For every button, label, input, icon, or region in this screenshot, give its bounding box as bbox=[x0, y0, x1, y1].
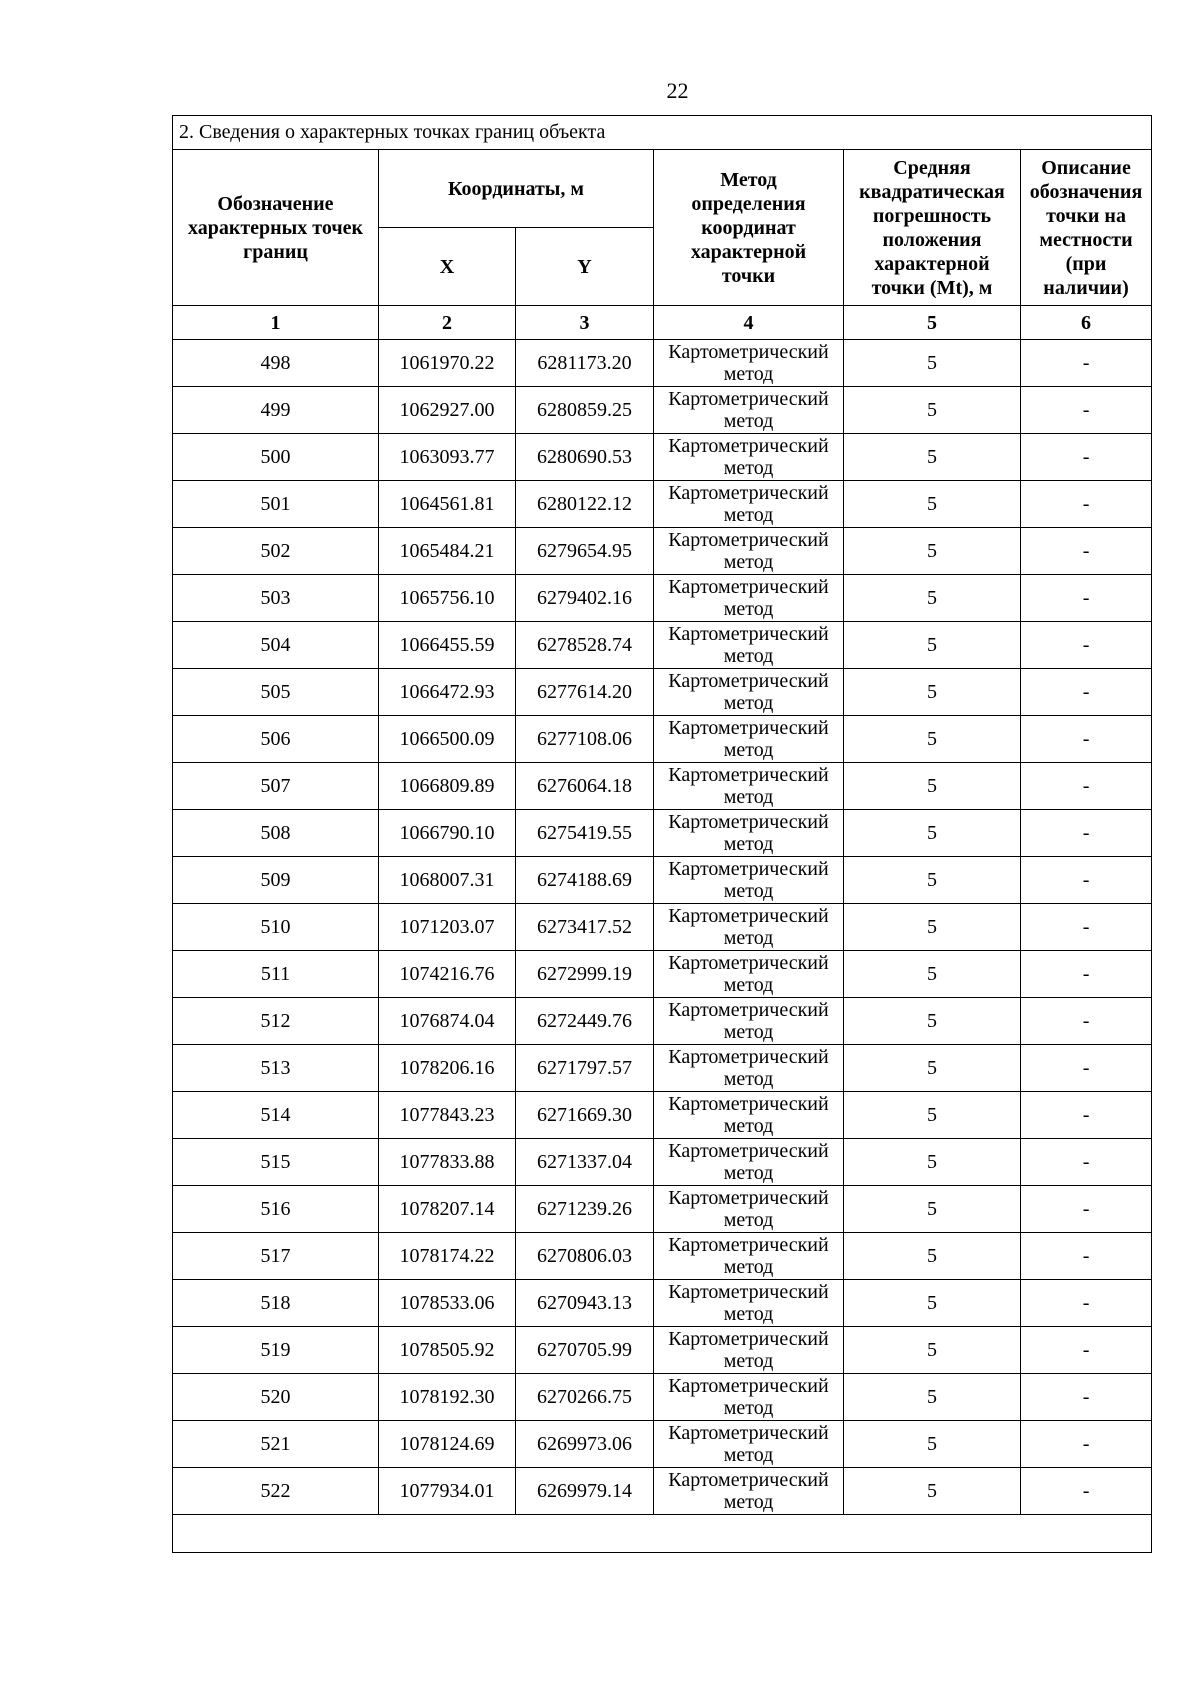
coordinate-y: 6281173.20 bbox=[516, 340, 654, 387]
mean-square-error: 5 bbox=[844, 951, 1021, 998]
method-line: метод bbox=[723, 1350, 774, 1372]
point-id: 508 bbox=[173, 810, 379, 857]
point-description: - bbox=[1021, 340, 1152, 387]
empty-row bbox=[173, 1515, 1152, 1553]
method-line: Картометрический bbox=[668, 341, 829, 363]
method-line: Картометрический bbox=[668, 1469, 829, 1491]
table-row bbox=[173, 340, 1152, 387]
point-description: - bbox=[1021, 669, 1152, 716]
method-line: Картометрический bbox=[668, 1422, 829, 1444]
empty-cell bbox=[173, 1515, 1152, 1553]
point-id: 515 bbox=[173, 1139, 379, 1186]
method-text bbox=[654, 1468, 843, 1514]
method-line: метод bbox=[723, 1209, 774, 1231]
method-line: метод bbox=[723, 1397, 774, 1419]
table-row bbox=[173, 1421, 1152, 1468]
method-line: Картометрический bbox=[668, 529, 829, 551]
method-cell bbox=[654, 1421, 844, 1468]
column-number: 5 bbox=[844, 306, 1021, 340]
coordinate-y: 6280690.53 bbox=[516, 434, 654, 481]
method-cell bbox=[654, 1468, 844, 1515]
coordinate-x: 1076874.04 bbox=[379, 998, 516, 1045]
method-line: метод bbox=[723, 739, 774, 761]
mean-square-error: 5 bbox=[844, 575, 1021, 622]
column-number: 2 bbox=[379, 306, 516, 340]
method-text bbox=[654, 622, 843, 668]
method-line: метод bbox=[723, 1068, 774, 1090]
method-cell bbox=[654, 1092, 844, 1139]
method-line: Картометрический bbox=[668, 1281, 829, 1303]
coordinate-y: 6270705.99 bbox=[516, 1327, 654, 1374]
method-text bbox=[654, 1327, 843, 1373]
mean-square-error: 5 bbox=[844, 716, 1021, 763]
method-line: метод bbox=[723, 1162, 774, 1184]
coordinate-y: 6276064.18 bbox=[516, 763, 654, 810]
mean-square-error: 5 bbox=[844, 1233, 1021, 1280]
mean-square-error: 5 bbox=[844, 1468, 1021, 1515]
method-text bbox=[654, 1092, 843, 1138]
point-id: 498 bbox=[173, 340, 379, 387]
coordinate-x: 1078533.06 bbox=[379, 1280, 516, 1327]
method-cell bbox=[654, 622, 844, 669]
method-text bbox=[654, 1233, 843, 1279]
table-row bbox=[173, 1045, 1152, 1092]
method-text bbox=[654, 1421, 843, 1467]
coordinate-x: 1078207.14 bbox=[379, 1186, 516, 1233]
point-id: 503 bbox=[173, 575, 379, 622]
point-description: - bbox=[1021, 904, 1152, 951]
point-id: 512 bbox=[173, 998, 379, 1045]
point-id: 506 bbox=[173, 716, 379, 763]
method-line: Картометрический bbox=[668, 435, 829, 457]
mean-square-error: 5 bbox=[844, 1045, 1021, 1092]
coordinate-x: 1078174.22 bbox=[379, 1233, 516, 1280]
coordinate-y: 6271337.04 bbox=[516, 1139, 654, 1186]
point-description: - bbox=[1021, 387, 1152, 434]
method-cell bbox=[654, 387, 844, 434]
table-row bbox=[173, 716, 1152, 763]
point-id: 522 bbox=[173, 1468, 379, 1515]
coordinate-x: 1063093.77 bbox=[379, 434, 516, 481]
coordinate-x: 1078206.16 bbox=[379, 1045, 516, 1092]
point-id: 521 bbox=[173, 1421, 379, 1468]
coordinate-y: 6272999.19 bbox=[516, 951, 654, 998]
coordinate-y: 6273417.52 bbox=[516, 904, 654, 951]
table-row bbox=[173, 904, 1152, 951]
coordinate-x: 1078192.30 bbox=[379, 1374, 516, 1421]
method-line: метод bbox=[723, 833, 774, 855]
method-line: метод bbox=[723, 1021, 774, 1043]
method-line: Картометрический bbox=[668, 1328, 829, 1350]
method-cell bbox=[654, 1374, 844, 1421]
method-line: метод bbox=[723, 974, 774, 996]
point-description: - bbox=[1021, 528, 1152, 575]
point-id: 502 bbox=[173, 528, 379, 575]
mean-square-error: 5 bbox=[844, 904, 1021, 951]
header-error: Средняя квадратическая погрешность положения характерной точки (Mt), м bbox=[844, 150, 1021, 306]
method-cell bbox=[654, 1233, 844, 1280]
table-row bbox=[173, 951, 1152, 998]
method-text bbox=[654, 951, 843, 997]
mean-square-error: 5 bbox=[844, 810, 1021, 857]
method-line: Картометрический bbox=[668, 482, 829, 504]
table-row bbox=[173, 1327, 1152, 1374]
method-cell bbox=[654, 481, 844, 528]
coordinate-y: 6271797.57 bbox=[516, 1045, 654, 1092]
mean-square-error: 5 bbox=[844, 481, 1021, 528]
method-line: Картометрический bbox=[668, 1375, 829, 1397]
method-text bbox=[654, 1139, 843, 1185]
section-title-row bbox=[173, 116, 1152, 150]
coordinate-x: 1066500.09 bbox=[379, 716, 516, 763]
coordinate-x: 1068007.31 bbox=[379, 857, 516, 904]
coordinate-x: 1062927.00 bbox=[379, 387, 516, 434]
method-text bbox=[654, 857, 843, 903]
coordinate-x: 1078124.69 bbox=[379, 1421, 516, 1468]
point-description: - bbox=[1021, 998, 1152, 1045]
method-cell bbox=[654, 340, 844, 387]
coordinate-y: 6271239.26 bbox=[516, 1186, 654, 1233]
method-text bbox=[654, 904, 843, 950]
point-description: - bbox=[1021, 1327, 1152, 1374]
table-row bbox=[173, 1139, 1152, 1186]
mean-square-error: 5 bbox=[844, 1421, 1021, 1468]
coordinate-x: 1078505.92 bbox=[379, 1327, 516, 1374]
coordinate-y: 6274188.69 bbox=[516, 857, 654, 904]
method-line: Картометрический bbox=[668, 670, 829, 692]
table-row bbox=[173, 1092, 1152, 1139]
mean-square-error: 5 bbox=[844, 434, 1021, 481]
method-line: Картометрический bbox=[668, 905, 829, 927]
method-text bbox=[654, 1186, 843, 1232]
point-id: 501 bbox=[173, 481, 379, 528]
coordinate-x: 1064561.81 bbox=[379, 481, 516, 528]
method-text bbox=[654, 1045, 843, 1091]
header-y: Y bbox=[516, 228, 654, 306]
point-id: 499 bbox=[173, 387, 379, 434]
point-description: - bbox=[1021, 1468, 1152, 1515]
method-cell bbox=[654, 528, 844, 575]
point-description: - bbox=[1021, 716, 1152, 763]
point-id: 518 bbox=[173, 1280, 379, 1327]
header-row bbox=[173, 150, 1152, 228]
method-text bbox=[654, 810, 843, 856]
point-description: - bbox=[1021, 1233, 1152, 1280]
coordinate-y: 6270266.75 bbox=[516, 1374, 654, 1421]
coordinate-x: 1065484.21 bbox=[379, 528, 516, 575]
method-text bbox=[654, 481, 843, 527]
header-x: X bbox=[379, 228, 516, 306]
mean-square-error: 5 bbox=[844, 998, 1021, 1045]
method-line: Картометрический bbox=[668, 764, 829, 786]
method-line: метод bbox=[723, 692, 774, 714]
coordinate-x: 1061970.22 bbox=[379, 340, 516, 387]
point-id: 514 bbox=[173, 1092, 379, 1139]
table-row bbox=[173, 528, 1152, 575]
table-row bbox=[173, 669, 1152, 716]
method-cell bbox=[654, 904, 844, 951]
coordinate-x: 1077833.88 bbox=[379, 1139, 516, 1186]
method-line: метод bbox=[723, 1303, 774, 1325]
point-description: - bbox=[1021, 1186, 1152, 1233]
method-cell bbox=[654, 434, 844, 481]
method-line: метод bbox=[723, 504, 774, 526]
method-text bbox=[654, 998, 843, 1044]
table-row bbox=[173, 481, 1152, 528]
method-text bbox=[654, 575, 843, 621]
table-row bbox=[173, 1280, 1152, 1327]
coordinate-x: 1066790.10 bbox=[379, 810, 516, 857]
coordinate-x: 1071203.07 bbox=[379, 904, 516, 951]
section-title: 2. Сведения о характерных точках границ объекта bbox=[173, 116, 1152, 150]
coordinate-x: 1066455.59 bbox=[379, 622, 516, 669]
method-line: метод bbox=[723, 880, 774, 902]
point-id: 510 bbox=[173, 904, 379, 951]
method-text bbox=[654, 1374, 843, 1420]
mean-square-error: 5 bbox=[844, 1139, 1021, 1186]
method-cell bbox=[654, 857, 844, 904]
coordinate-y: 6278528.74 bbox=[516, 622, 654, 669]
point-description: - bbox=[1021, 1374, 1152, 1421]
method-line: метод bbox=[723, 786, 774, 808]
header-designation: Обозначение характерных точек границ bbox=[173, 150, 379, 306]
mean-square-error: 5 bbox=[844, 1374, 1021, 1421]
method-line: Картометрический bbox=[668, 999, 829, 1021]
coordinate-x: 1074216.76 bbox=[379, 951, 516, 998]
table-row bbox=[173, 622, 1152, 669]
table-row bbox=[173, 1233, 1152, 1280]
method-line: Картометрический bbox=[668, 717, 829, 739]
method-line: Картометрический bbox=[668, 576, 829, 598]
point-id: 516 bbox=[173, 1186, 379, 1233]
method-line: метод bbox=[723, 551, 774, 573]
mean-square-error: 5 bbox=[844, 528, 1021, 575]
coordinate-x: 1066472.93 bbox=[379, 669, 516, 716]
mean-square-error: 5 bbox=[844, 1186, 1021, 1233]
method-text bbox=[654, 528, 843, 574]
header-method: Метод определения координат характерной точки bbox=[654, 150, 844, 306]
mean-square-error: 5 bbox=[844, 669, 1021, 716]
column-numbers-row bbox=[173, 306, 1152, 340]
point-id: 504 bbox=[173, 622, 379, 669]
method-line: метод bbox=[723, 598, 774, 620]
table-row bbox=[173, 434, 1152, 481]
page-number: 22 bbox=[666, 78, 689, 103]
point-id: 513 bbox=[173, 1045, 379, 1092]
table-row bbox=[173, 810, 1152, 857]
mean-square-error: 5 bbox=[844, 387, 1021, 434]
point-description: - bbox=[1021, 434, 1152, 481]
method-cell bbox=[654, 951, 844, 998]
point-description: - bbox=[1021, 575, 1152, 622]
table-row bbox=[173, 1186, 1152, 1233]
method-cell bbox=[654, 1139, 844, 1186]
method-cell bbox=[654, 669, 844, 716]
point-description: - bbox=[1021, 1092, 1152, 1139]
point-id: 500 bbox=[173, 434, 379, 481]
point-description: - bbox=[1021, 1280, 1152, 1327]
table-row bbox=[173, 575, 1152, 622]
table-row bbox=[173, 1374, 1152, 1421]
column-number: 1 bbox=[173, 306, 379, 340]
method-line: метод bbox=[723, 1444, 774, 1466]
point-id: 519 bbox=[173, 1327, 379, 1374]
point-id: 507 bbox=[173, 763, 379, 810]
method-line: Картометрический bbox=[668, 1187, 829, 1209]
method-cell bbox=[654, 998, 844, 1045]
point-description: - bbox=[1021, 1421, 1152, 1468]
method-text bbox=[654, 716, 843, 762]
mean-square-error: 5 bbox=[844, 857, 1021, 904]
coordinate-y: 6270943.13 bbox=[516, 1280, 654, 1327]
coordinate-y: 6280859.25 bbox=[516, 387, 654, 434]
method-text bbox=[654, 669, 843, 715]
coordinate-y: 6269979.14 bbox=[516, 1468, 654, 1515]
method-line: метод bbox=[723, 645, 774, 667]
method-line: Картометрический bbox=[668, 1140, 829, 1162]
method-cell bbox=[654, 716, 844, 763]
coordinate-x: 1077843.23 bbox=[379, 1092, 516, 1139]
method-line: Картометрический bbox=[668, 1093, 829, 1115]
coordinate-y: 6280122.12 bbox=[516, 481, 654, 528]
header-description: Описание обозначения точки на местности (при наличии) bbox=[1021, 150, 1152, 306]
point-description: - bbox=[1021, 857, 1152, 904]
coordinate-y: 6277614.20 bbox=[516, 669, 654, 716]
method-line: Картометрический bbox=[668, 1234, 829, 1256]
coordinate-y: 6270806.03 bbox=[516, 1233, 654, 1280]
method-text bbox=[654, 1280, 843, 1326]
method-cell bbox=[654, 1280, 844, 1327]
coordinate-y: 6279402.16 bbox=[516, 575, 654, 622]
method-line: Картометрический bbox=[668, 623, 829, 645]
coordinate-y: 6277108.06 bbox=[516, 716, 654, 763]
point-description: - bbox=[1021, 622, 1152, 669]
mean-square-error: 5 bbox=[844, 763, 1021, 810]
method-line: Картометрический bbox=[668, 952, 829, 974]
table-row bbox=[173, 998, 1152, 1045]
point-description: - bbox=[1021, 951, 1152, 998]
column-number: 3 bbox=[516, 306, 654, 340]
method-cell bbox=[654, 1045, 844, 1092]
method-cell bbox=[654, 1327, 844, 1374]
method-line: метод bbox=[723, 1491, 774, 1513]
method-text bbox=[654, 340, 843, 386]
mean-square-error: 5 bbox=[844, 340, 1021, 387]
method-line: метод bbox=[723, 363, 774, 385]
table-row bbox=[173, 857, 1152, 904]
boundary-points-table bbox=[172, 115, 1152, 1553]
method-line: Картометрический bbox=[668, 388, 829, 410]
method-line: метод bbox=[723, 410, 774, 432]
column-number: 6 bbox=[1021, 306, 1152, 340]
point-id: 505 bbox=[173, 669, 379, 716]
mean-square-error: 5 bbox=[844, 1092, 1021, 1139]
header-coordinates: Координаты, м bbox=[379, 150, 654, 228]
method-line: метод bbox=[723, 1256, 774, 1278]
table-row bbox=[173, 763, 1152, 810]
mean-square-error: 5 bbox=[844, 1280, 1021, 1327]
coordinate-x: 1066809.89 bbox=[379, 763, 516, 810]
point-description: - bbox=[1021, 810, 1152, 857]
mean-square-error: 5 bbox=[844, 622, 1021, 669]
coordinate-x: 1065756.10 bbox=[379, 575, 516, 622]
method-text bbox=[654, 763, 843, 809]
method-line: метод bbox=[723, 457, 774, 479]
point-id: 509 bbox=[173, 857, 379, 904]
method-cell bbox=[654, 575, 844, 622]
column-number: 4 bbox=[654, 306, 844, 340]
point-id: 511 bbox=[173, 951, 379, 998]
method-cell bbox=[654, 810, 844, 857]
point-id: 520 bbox=[173, 1374, 379, 1421]
method-line: Картометрический bbox=[668, 811, 829, 833]
coordinate-y: 6269973.06 bbox=[516, 1421, 654, 1468]
point-id: 517 bbox=[173, 1233, 379, 1280]
method-line: метод bbox=[723, 927, 774, 949]
point-description: - bbox=[1021, 481, 1152, 528]
coordinate-y: 6279654.95 bbox=[516, 528, 654, 575]
method-line: Картометрический bbox=[668, 858, 829, 880]
point-description: - bbox=[1021, 1045, 1152, 1092]
method-text bbox=[654, 387, 843, 433]
coordinate-y: 6271669.30 bbox=[516, 1092, 654, 1139]
method-line: метод bbox=[723, 1115, 774, 1137]
table-row bbox=[173, 387, 1152, 434]
coordinate-y: 6272449.76 bbox=[516, 998, 654, 1045]
method-line: Картометрический bbox=[668, 1046, 829, 1068]
point-description: - bbox=[1021, 1139, 1152, 1186]
coordinate-y: 6275419.55 bbox=[516, 810, 654, 857]
method-cell bbox=[654, 763, 844, 810]
table-row bbox=[173, 1468, 1152, 1515]
method-text bbox=[654, 434, 843, 480]
mean-square-error: 5 bbox=[844, 1327, 1021, 1374]
method-cell bbox=[654, 1186, 844, 1233]
point-description: - bbox=[1021, 763, 1152, 810]
coordinate-x: 1077934.01 bbox=[379, 1468, 516, 1515]
